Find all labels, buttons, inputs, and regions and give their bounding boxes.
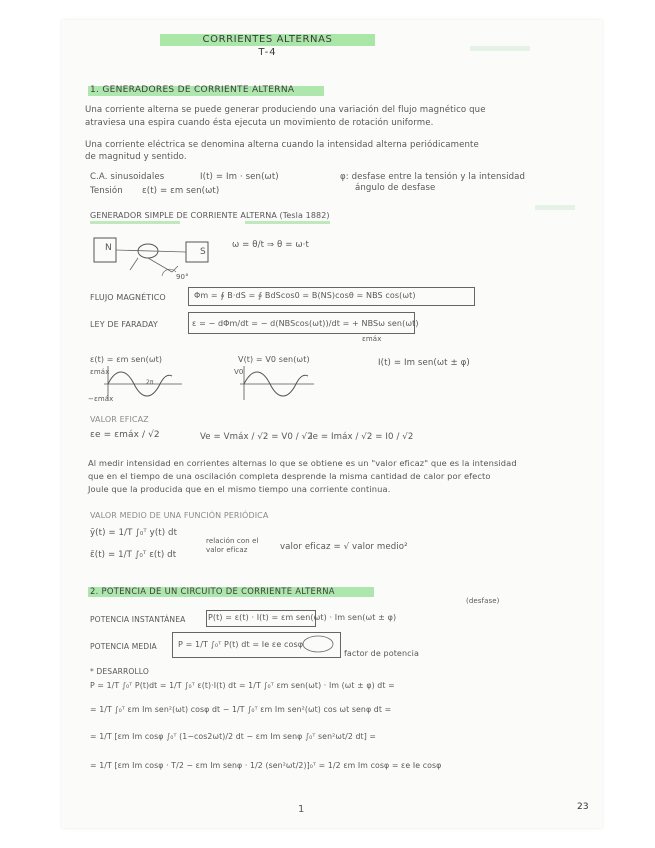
magnet-n-label: N <box>105 243 112 253</box>
page-center-number: 1 <box>298 804 305 815</box>
cosphi-circle <box>300 634 336 654</box>
generator-underline <box>245 221 330 224</box>
derivation-label: * DESARROLLO <box>90 667 149 676</box>
rms-text-2: que en el tiempo de una oscilación completa desprende la misma cantidad de calor por efecto <box>88 471 491 481</box>
section1-heading: 1. GENERADORES DE CORRIENTE ALTERNA <box>90 85 295 95</box>
graph2-top-label: V0 <box>234 368 244 376</box>
rms-heading: VALOR EFICAZ <box>90 415 149 424</box>
current-formula: I(t) = Im · sen(ωt) <box>200 172 279 182</box>
page-number: 23 <box>577 802 589 812</box>
generator-underline <box>90 221 180 224</box>
faraday-label: LEY DE FARADAY <box>90 320 158 329</box>
tension-label: Tensión <box>90 186 123 196</box>
phase-note-1: φ: desfase entre la tensión y la intensidad <box>340 172 526 182</box>
derivation-line-1: P = 1/T ∫₀ᵀ P(t)dt = 1/T ∫₀ᵀ ε(t)·I(t) dt = 1/T ∫₀ᵀ εm sen(ωt) · Im (ωt ± φ) dt = <box>90 681 395 690</box>
omega-formula: ω = θ/t ⇒ θ = ω·t <box>232 240 309 250</box>
generator-heading: GENERADOR SIMPLE DE CORRIENTE ALTERNA (Tesla 1882) <box>90 211 330 220</box>
bleed-mark <box>470 46 530 51</box>
mean-power-formula: P = 1/T ∫₀ᵀ P(t) dt = Ie εe cosφ <box>178 640 304 649</box>
page-title: CORRIENTES ALTERNAS <box>202 34 333 45</box>
flux-label: FLUJO MAGNÉTICO <box>90 293 166 302</box>
intro-line-2: atraviesa una espira cuando ésta ejecuta un movimiento de rotación uniforme. <box>85 118 434 128</box>
mean-note-1: relación con el <box>206 537 259 545</box>
graph1-title: ε(t) = εm sen(ωt) <box>90 355 163 364</box>
angle-label: 90° <box>176 273 189 281</box>
derivation-line-4: = 1/T [εm Im cosφ · T/2 − εm Im senφ · 1/2 (sen²ωt/2)]₀ᵀ = 1/2 εm Im cosφ = εe Ie cosφ <box>90 761 442 770</box>
mean-heading: VALOR MEDIO DE UNA FUNCIÓN PERIÓDICA <box>90 511 269 520</box>
instant-power-label: POTENCIA INSTANTÁNEA <box>90 615 186 624</box>
definition-line-2: de magnitud y sentido. <box>85 152 187 162</box>
graph1-bottom-label: −εmáx <box>88 395 114 403</box>
graph1-top-label: εmáx <box>90 368 110 376</box>
mean-y-formula: ȳ(t) = 1/T ∫₀ᵀ y(t) dt <box>90 528 178 538</box>
graph1-mark: 2π <box>146 379 154 386</box>
voltage-graph <box>238 364 318 404</box>
faraday-formula: ε = − dΦm/dt = − d(NBScos(ωt))/dt = + NBSω sen(ωt) <box>192 319 419 328</box>
rms-text-1: Al medir intensidad en corrientes alternas lo que se obtiene es un "valor eficaz" que es la intensidad <box>88 458 517 468</box>
section2-heading: 2. POTENCIA DE UN CIRCUITO DE CORRIENTE ALTERNA <box>90 586 335 596</box>
desfase-note: (desfase) <box>466 597 500 605</box>
sinusoidal-label: C.A. sinusoidales <box>90 172 165 182</box>
power-factor-label: factor de potencia <box>344 649 419 658</box>
emf-formula: ε(t) = εm sen(ωt) <box>142 186 220 196</box>
rms-current-formula: Ie = Imáx / √2 = I0 / √2 <box>310 432 414 442</box>
emf-graph <box>100 364 185 404</box>
faraday-under: εmáx <box>362 335 382 343</box>
magnet-s-label: S <box>200 247 206 257</box>
flux-formula: Φm = ∮ B·dS = ∮ BdScos0 = B(NS)cosθ = NBS cos(ωt) <box>194 291 416 300</box>
derivation-line-3: = 1/T [εm Im cosφ ∫₀ᵀ (1−cos2ωt)/2 dt − εm Im senφ ∫₀ᵀ sen²ωt/2 dt] = <box>90 732 377 741</box>
phase-note-2: ángulo de desfase <box>355 183 436 193</box>
instant-power-formula: P(t) = ε(t) · I(t) = εm sen(ωt) · Im sen(ωt ± φ) <box>208 613 397 622</box>
bleed-mark <box>535 205 575 210</box>
intro-line-1: Una corriente alterna se puede generar produciendo una variación del flujo magnético que <box>85 105 486 115</box>
derivation-line-2: = 1/T ∫₀ᵀ εm Im sen²(ωt) cosφ dt − 1/T ∫₀ᵀ εm Im sen²(ωt) cos ωt senφ dt = <box>90 705 392 714</box>
current-phase-formula: I(t) = Im sen(ωt ± φ) <box>378 358 470 368</box>
graph2-title: V(t) = V0 sen(ωt) <box>238 355 310 364</box>
rms-voltage-formula: Ve = Vmáx / √2 = V0 / √2 <box>200 432 313 442</box>
definition-line-1: Una corriente eléctrica se denomina alterna cuando la intensidad alterna periódicamente <box>85 140 479 150</box>
page-subtitle: T-4 <box>258 47 277 58</box>
mean-note-2: valor eficaz <box>206 546 248 554</box>
mean-power-label: POTENCIA MEDIA <box>90 642 157 651</box>
rms-emf-formula: εe = εmáx / √2 <box>90 430 160 440</box>
mean-e-formula: ε̄(t) = 1/T ∫₀ᵀ ε(t) dt <box>90 550 177 560</box>
mean-eff-formula: valor eficaz = √ valor medio² <box>280 542 408 552</box>
rms-text-3: Joule que la producida que en el mismo tiempo una corriente continua. <box>88 484 391 494</box>
